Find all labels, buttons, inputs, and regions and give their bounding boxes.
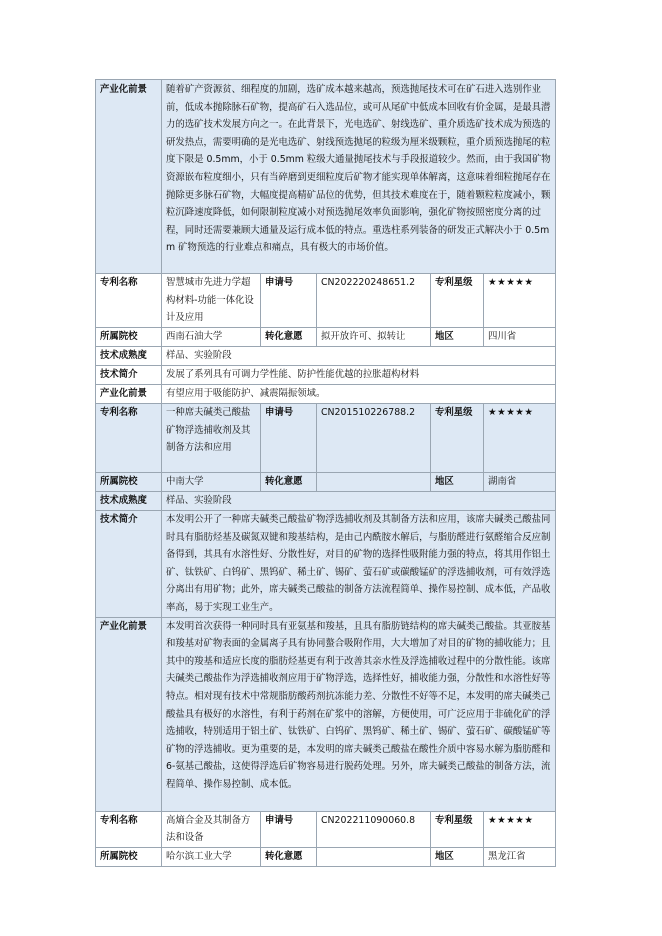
patent-name: 高熵合金及其制备方法和设备 [162, 811, 261, 847]
star-rating: ★★★★★ [484, 811, 556, 847]
table-row-school [96, 847, 556, 866]
field-label: 专利名称 [96, 811, 162, 847]
table-row-patent-name [96, 404, 556, 473]
application-number: CN201510226788.2 [317, 404, 431, 473]
transfer-intent [317, 847, 431, 866]
table-row-maturity [96, 492, 556, 511]
field-label: 地区 [431, 847, 484, 866]
field-label: 所属院校 [96, 328, 162, 347]
prospect-text: 随着矿产资源贫、细程度的加剧，选矿成本越来越高，预选抛尾技术可在矿石进入选别作业前，低成本抛除脉石矿物，提高矿石入选品位，或可从尾矿中低成本回收有价金属，是最具潜力的选矿技术发展方向之一。在此背景下，光电选矿、射线选矿、重介质选矿技术成为预选的研发热点，需要明确的是光电选矿、射线预选抛尾的粒级为厘米级颗粒，重介质预选抛尾的粒度下限是 0.5mm，小于 0.5mm 粒级大通量抛尾技术与手段报道较少。然而，由于我国矿物资源嵌布粒度细小，只有当碎磨到更细粒度后矿物才能实现单体解离，这意味着细粒抛尾存在抛除更多脉石矿物，大幅度提高精矿品位的优势，但其技术难度在于，随着颗粒粒度减小，颗粒沉降速度降低，如何限制粒度减小对预选抛尾效率负面影响，强化矿物按照密度分离的过程，同时还需要兼顾大通量及运行成本低的特点。重选柱系列装备的研发正式解决小于 0.5mm 矿物预选的行业难点和痛点，具有极大的市场价值。 [162, 80, 556, 274]
prospect-text: 本发明首次获得一种同时具有亚氨基和羧基，且具有脂肪链结构的席夫碱类己酸盐。其亚胺基和羧基对矿物表面的金属离子具有协同螯合吸附作用，大大增加了对目的矿物的捕收能力；且其中的羧基和适应长度的脂肪烃基更有利于改善其亲水性及浮选捕收过程中的分散性能。该席夫碱类己酸盐作为浮选捕收剂应用于矿物浮选，选择性好，捕收能力强，分散性和水溶性好等特点。相对现有技术中常规脂肪酸药剂抗冻能力差、分散性不好等不足，本发明的席夫碱类己酸盐具有极好的水溶性，有利于药剂在矿浆中的溶解，方便使用，可广泛应用于非硫化矿的浮选捕收，特别适用于铝土矿、钛铁矿、白钨矿、黑钨矿、稀土矿、锡矿、萤石矿、碳酸锰矿等矿物的浮选捕收。更为重要的是，本发明的席夫碱类己酸盐在酸性介质中容易水解为脂肪醛和 6-氨基己酸盐，这使得浮选后矿物容易进行脱药处理。另外，席夫碱类己酸盐的制备方法，流程简单、操作易控制、成本低。 [162, 617, 556, 811]
prospect-text: 有望应用于吸能防护、减震隔振领域。 [162, 385, 556, 404]
summary-text: 发展了系列具有可调力学性能、防护性能优越的拉胀超构材料 [162, 366, 556, 385]
field-label: 专利星级 [431, 811, 484, 847]
maturity-text: 样品、实验阶段 [162, 492, 556, 511]
table-row-school [96, 328, 556, 347]
region: 黑龙江省 [484, 847, 556, 866]
star-rating: ★★★★★ [484, 404, 556, 473]
field-label: 转化意愿 [261, 328, 317, 347]
field-label: 转化意愿 [261, 847, 317, 866]
field-label: 申请号 [261, 404, 317, 473]
maturity-text: 样品、实验阶段 [162, 347, 556, 366]
table-row-patent-name [96, 274, 556, 328]
field-label: 产业化前景 [96, 385, 162, 404]
table-row-prospect [96, 385, 556, 404]
field-label: 所属院校 [96, 847, 162, 866]
table-row-summary [96, 366, 556, 385]
application-number: CN202220248651.2 [317, 274, 431, 328]
summary-text: 本发明公开了一种席夫碱类己酸盐矿物浮选捕收剂及其制备方法和应用，该席夫碱类己酸盐同时具有脂肪烃基及碳氮双键和羧基结构，是由己内酰胺水解后，与脂肪醛进行氨醛缩合反应制备得到，其具有水溶性好、分散性好，对目的矿物的选择性吸附能力强的特点，将其用作铝土矿、钛铁矿、白钨矿、黑钨矿、稀土矿、锡矿、萤石矿或碳酸锰矿的浮选捕收剂，可有效浮选分离出有用矿物；此外，席夫碱类己酸盐的制备方法流程简单、操作易控制、成本低，产品收率高，易于实现工业生产。 [162, 511, 556, 618]
region: 四川省 [484, 328, 556, 347]
field-label: 地区 [431, 473, 484, 492]
application-number: CN202211090060.8 [317, 811, 431, 847]
field-label: 专利名称 [96, 404, 162, 473]
table-row-patent-name [96, 811, 556, 847]
table-row-prospect [96, 80, 556, 274]
transfer-intent: 拟开放许可、拟转让 [317, 328, 431, 347]
field-label: 转化意愿 [261, 473, 317, 492]
patent-name: 智慧城市先进力学超构材料-功能一体化设计及应用 [162, 274, 261, 328]
table-row-prospect [96, 617, 556, 811]
table-row-summary [96, 511, 556, 618]
field-label: 申请号 [261, 811, 317, 847]
field-label: 专利星级 [431, 274, 484, 328]
field-label: 专利名称 [96, 274, 162, 328]
patent-table [95, 79, 556, 867]
field-label: 产业化前景 [96, 617, 162, 811]
patent-document [95, 79, 555, 867]
field-label: 产业化前景 [96, 80, 162, 274]
star-rating: ★★★★★ [484, 274, 556, 328]
table-row-school [96, 473, 556, 492]
patent-name: 一种席夫碱类己酸盐矿物浮选捕收剂及其制备方法和应用 [162, 404, 261, 473]
field-label: 技术成熟度 [96, 492, 162, 511]
field-label: 技术成熟度 [96, 347, 162, 366]
field-label: 技术简介 [96, 366, 162, 385]
school-name: 哈尔滨工业大学 [162, 847, 261, 866]
field-label: 技术简介 [96, 511, 162, 618]
region: 湖南省 [484, 473, 556, 492]
school-name: 中南大学 [162, 473, 261, 492]
transfer-intent [317, 473, 431, 492]
table-row-maturity [96, 347, 556, 366]
field-label: 专利星级 [431, 404, 484, 473]
school-name: 西南石油大学 [162, 328, 261, 347]
field-label: 申请号 [261, 274, 317, 328]
field-label: 所属院校 [96, 473, 162, 492]
field-label: 地区 [431, 328, 484, 347]
